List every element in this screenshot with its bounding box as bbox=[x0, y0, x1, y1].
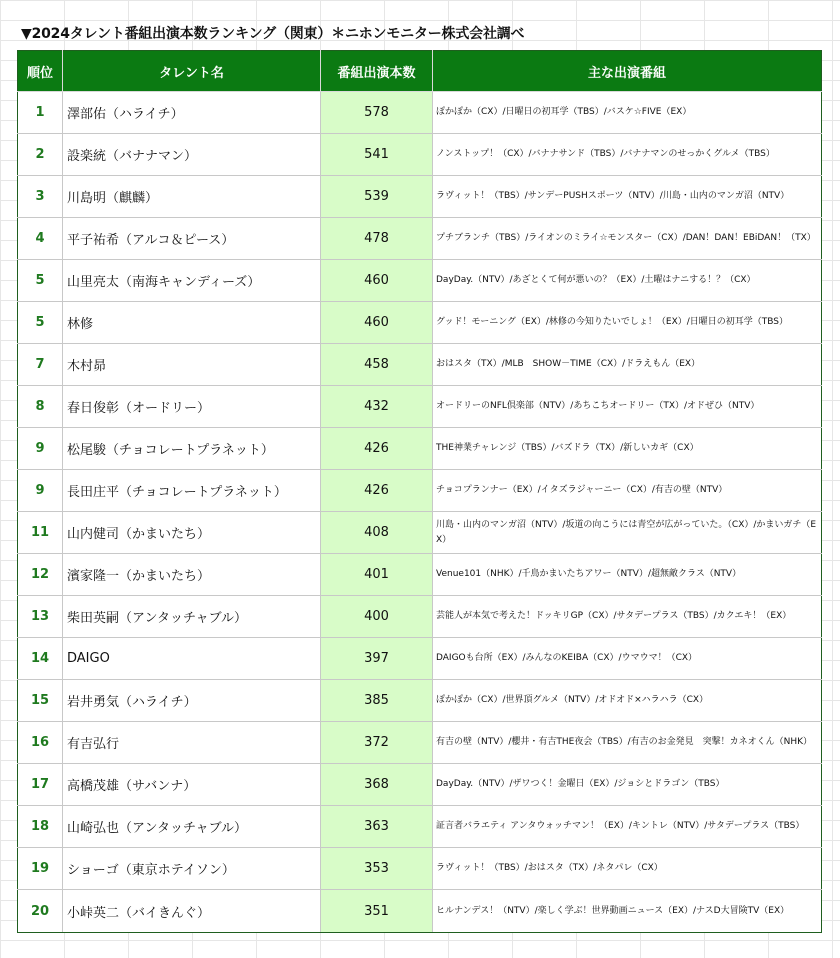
appearance-count-cell: 539 bbox=[321, 176, 433, 218]
table-row bbox=[18, 428, 822, 470]
talent-name-cell: 林修 bbox=[63, 302, 321, 344]
appearance-count-cell: 541 bbox=[321, 134, 433, 176]
programs-cell: 有吉の壁（NTV）/櫻井・有吉THE夜会（TBS）/有吉のお金発見 突撃！カネオくん（NHK） bbox=[433, 722, 822, 764]
programs-cell: オードリーのNFL倶楽部（NTV）/あちこちオードリー（TX）/オドぜひ（NTV） bbox=[433, 386, 822, 428]
rank-cell: 13 bbox=[18, 596, 63, 638]
programs-cell: ラヴィット！（TBS）/おはスタ（TX）/ネタパレ（CX） bbox=[433, 848, 822, 890]
talent-name-cell: 設楽統（バナナマン） bbox=[63, 134, 321, 176]
appearance-count-cell: 363 bbox=[321, 806, 433, 848]
talent-name-cell: 澤部佑（ハライチ） bbox=[63, 92, 321, 134]
table-header bbox=[18, 51, 822, 92]
programs-cell: ラヴィット！（TBS）/サンデーPUSHスポーツ（NTV）/川島・山内のマンガ沼（NTV） bbox=[433, 176, 822, 218]
table-row bbox=[18, 386, 822, 428]
table-row bbox=[18, 134, 822, 176]
rank-cell: 8 bbox=[18, 386, 63, 428]
appearance-count-cell: 408 bbox=[321, 512, 433, 554]
talent-name-cell: 川島明（麒麟） bbox=[63, 176, 321, 218]
header-rank: 順位 bbox=[18, 51, 63, 92]
header-row bbox=[18, 51, 822, 92]
table-row bbox=[18, 848, 822, 890]
table-row bbox=[18, 92, 822, 134]
table-row bbox=[18, 890, 822, 933]
programs-cell: ぽかぽか（CX）/世界頂グルメ（NTV）/オドオド×ハラハラ（CX） bbox=[433, 680, 822, 722]
table-row bbox=[18, 218, 822, 260]
rank-cell: 20 bbox=[18, 890, 63, 933]
programs-cell: グッド！モーニング（EX）/林修の今知りたいでしょ！（EX）/日曜日の初耳学（TBS） bbox=[433, 302, 822, 344]
table-row bbox=[18, 638, 822, 680]
rank-cell: 7 bbox=[18, 344, 63, 386]
programs-cell: 芸能人が本気で考えた！ドッキリGP（CX）/サタデープラス（TBS）/カクエキ！（EX） bbox=[433, 596, 822, 638]
appearance-count-cell: 400 bbox=[321, 596, 433, 638]
programs-cell: DAIGOも台所（EX）/みんなのKEIBA（CX）/ウマウマ！（CX） bbox=[433, 638, 822, 680]
appearance-count-cell: 460 bbox=[321, 302, 433, 344]
header-programs: 主な出演番組 bbox=[433, 51, 822, 92]
appearance-count-cell: 426 bbox=[321, 470, 433, 512]
appearance-count-cell: 351 bbox=[321, 890, 433, 933]
table-row bbox=[18, 302, 822, 344]
table-row bbox=[18, 554, 822, 596]
table-row bbox=[18, 512, 822, 554]
table-row bbox=[18, 176, 822, 218]
table-row bbox=[18, 470, 822, 512]
talent-name-cell: 山内健司（かまいたち） bbox=[63, 512, 321, 554]
appearance-count-cell: 478 bbox=[321, 218, 433, 260]
programs-cell: ぽかぽか（CX）/日曜日の初耳学（TBS）/バスケ☆FIVE（EX） bbox=[433, 92, 822, 134]
talent-name-cell: 小峠英二（バイきんぐ） bbox=[63, 890, 321, 933]
rank-cell: 12 bbox=[18, 554, 63, 596]
appearance-count-cell: 401 bbox=[321, 554, 433, 596]
talent-name-cell: 山里亮太（南海キャンディーズ） bbox=[63, 260, 321, 302]
ranking-table bbox=[17, 50, 822, 933]
table-row bbox=[18, 722, 822, 764]
appearance-count-cell: 426 bbox=[321, 428, 433, 470]
talent-name-cell: 柴田英嗣（アンタッチャブル） bbox=[63, 596, 321, 638]
appearance-count-cell: 368 bbox=[321, 764, 433, 806]
rank-cell: 2 bbox=[18, 134, 63, 176]
programs-cell: DayDay.（NTV）/あざとくて何が悪いの？（EX）/土曜はナニする！？（CX） bbox=[433, 260, 822, 302]
appearance-count-cell: 460 bbox=[321, 260, 433, 302]
rank-cell: 18 bbox=[18, 806, 63, 848]
talent-name-cell: ショーゴ（東京ホテイソン） bbox=[63, 848, 321, 890]
talent-name-cell: 濱家隆一（かまいたち） bbox=[63, 554, 321, 596]
table-row bbox=[18, 680, 822, 722]
talent-name-cell: 松尾駿（チョコレートプラネット） bbox=[63, 428, 321, 470]
page-title: ▼2024タレント番組出演本数ランキング（関東）＊ニホンモニター株式会社調べ bbox=[21, 26, 525, 42]
table-body bbox=[18, 92, 822, 933]
rank-cell: 17 bbox=[18, 764, 63, 806]
rank-cell: 1 bbox=[18, 92, 63, 134]
rank-cell: 5 bbox=[18, 302, 63, 344]
rank-cell: 19 bbox=[18, 848, 63, 890]
programs-cell: プチブランチ（TBS）/ライオンのミライ☆モンスター（CX）/DAN！DAN！EBiDAN！（TX） bbox=[433, 218, 822, 260]
programs-cell: Venue101（NHK）/千鳥かまいたちアワー（NTV）/超無敵クラス（NTV） bbox=[433, 554, 822, 596]
table-row bbox=[18, 344, 822, 386]
talent-name-cell: 平子祐希（アルコ＆ピース） bbox=[63, 218, 321, 260]
talent-name-cell: DAIGO bbox=[63, 638, 321, 680]
rank-cell: 15 bbox=[18, 680, 63, 722]
appearance-count-cell: 578 bbox=[321, 92, 433, 134]
table-row bbox=[18, 260, 822, 302]
talent-name-cell: 木村昴 bbox=[63, 344, 321, 386]
rank-cell: 4 bbox=[18, 218, 63, 260]
programs-cell: チョコプランナー（EX）/イタズラジャーニー（CX）/有吉の壁（NTV） bbox=[433, 470, 822, 512]
table-row bbox=[18, 764, 822, 806]
programs-cell: おはスタ（TX）/MLB SHOW－TIME（CX）/ドラえもん（EX） bbox=[433, 344, 822, 386]
header-count: 番組出演本数 bbox=[321, 51, 433, 92]
header-name: タレント名 bbox=[63, 51, 321, 92]
appearance-count-cell: 385 bbox=[321, 680, 433, 722]
rank-cell: 9 bbox=[18, 428, 63, 470]
appearance-count-cell: 372 bbox=[321, 722, 433, 764]
rank-cell: 3 bbox=[18, 176, 63, 218]
appearance-count-cell: 458 bbox=[321, 344, 433, 386]
rank-cell: 14 bbox=[18, 638, 63, 680]
talent-name-cell: 山崎弘也（アンタッチャブル） bbox=[63, 806, 321, 848]
talent-name-cell: 有吉弘行 bbox=[63, 722, 321, 764]
appearance-count-cell: 397 bbox=[321, 638, 433, 680]
programs-cell: 川島・山内のマンガ沼（NTV）/坂道の向こうには青空が広がっていた。（CX）/かまいガチ（EX） bbox=[433, 512, 822, 554]
rank-cell: 16 bbox=[18, 722, 63, 764]
programs-cell: THE神業チャレンジ（TBS）/バズドラ（TX）/新しいカギ（CX） bbox=[433, 428, 822, 470]
table-row bbox=[18, 806, 822, 848]
rank-cell: 11 bbox=[18, 512, 63, 554]
appearance-count-cell: 432 bbox=[321, 386, 433, 428]
programs-cell: ヒルナンデス！（NTV）/楽しく学ぶ！世界動画ニュース（EX）/ナスD大冒険TV（EX） bbox=[433, 890, 822, 933]
programs-cell: ノンストップ！（CX）/バナナサンド（TBS）/バナナマンのせっかくグルメ（TBS） bbox=[433, 134, 822, 176]
talent-name-cell: 岩井勇気（ハライチ） bbox=[63, 680, 321, 722]
programs-cell: DayDay.（NTV）/ザワつく！金曜日（EX）/ジョシとドラゴン（TBS） bbox=[433, 764, 822, 806]
rank-cell: 9 bbox=[18, 470, 63, 512]
table-row bbox=[18, 596, 822, 638]
programs-cell: 証言者バラエティ アンタウォッチマン！（EX）/キントレ（NTV）/サタデープラス（TBS） bbox=[433, 806, 822, 848]
appearance-count-cell: 353 bbox=[321, 848, 433, 890]
rank-cell: 5 bbox=[18, 260, 63, 302]
talent-name-cell: 長田庄平（チョコレートプラネット） bbox=[63, 470, 321, 512]
talent-name-cell: 春日俊彰（オードリー） bbox=[63, 386, 321, 428]
talent-name-cell: 高橋茂雄（サバンナ） bbox=[63, 764, 321, 806]
